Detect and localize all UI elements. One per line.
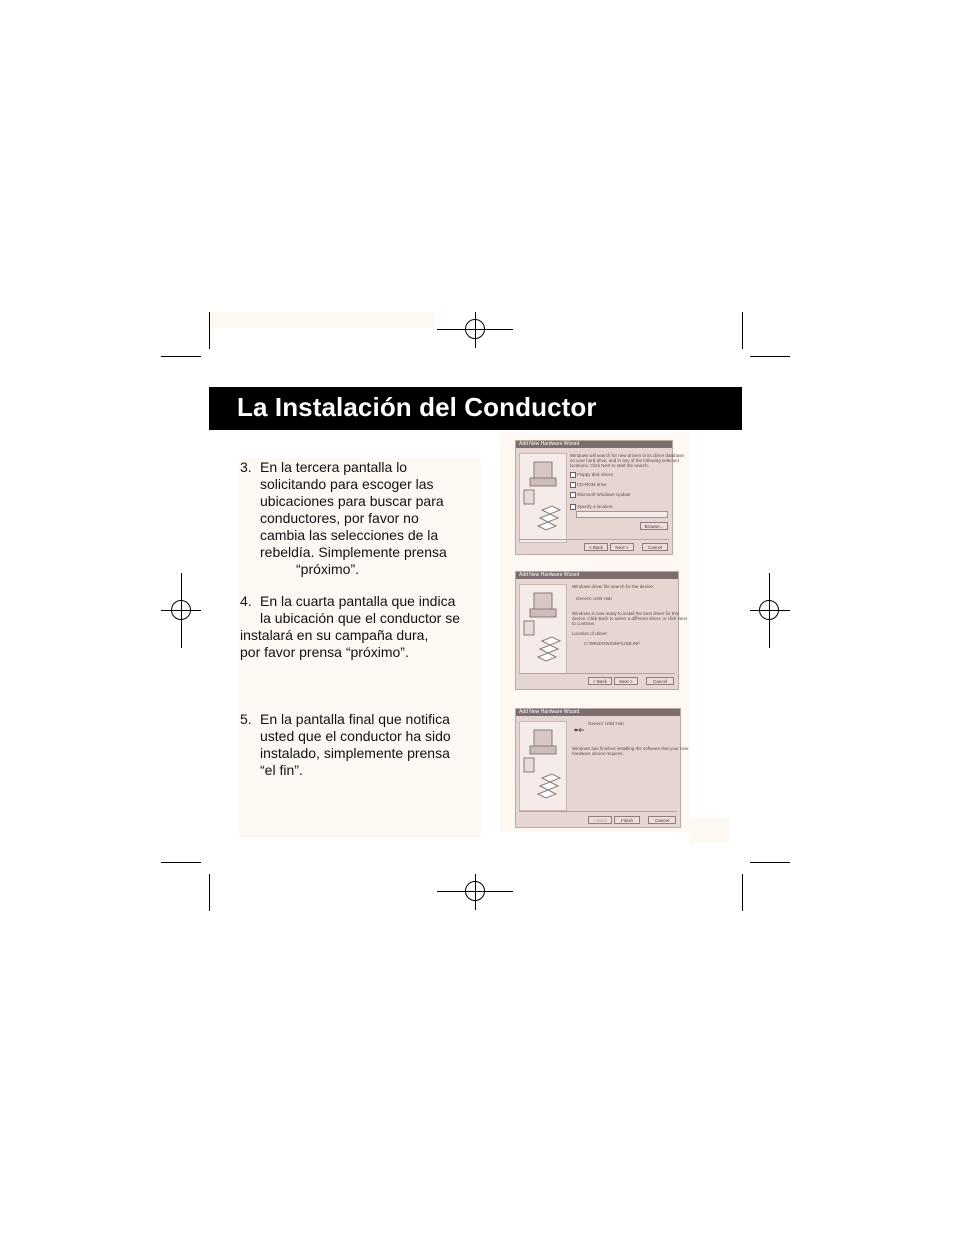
crop-mark bbox=[161, 356, 201, 357]
step-number: 3. bbox=[240, 459, 252, 475]
step-line: instalará en su campaña dura, bbox=[240, 627, 429, 643]
checkbox[interactable] bbox=[570, 504, 576, 510]
step-4 bbox=[240, 593, 480, 663]
finish-button[interactable]: Finish bbox=[614, 816, 640, 824]
page-title: La Instalación del Conductor bbox=[237, 392, 597, 422]
registration-mark bbox=[465, 319, 485, 339]
crop-mark bbox=[750, 356, 790, 357]
step-line: rebeldía. Simplemente prensa bbox=[260, 544, 447, 560]
section-title-bar bbox=[209, 387, 742, 430]
wizard-screenshot-finish: Add New Hardware Wizard Generic USB Hub Windows has finished installing the software that your new hardware device requires. < Back Finish Cancel bbox=[515, 708, 681, 828]
step-line: En la pantalla final que notifica bbox=[260, 711, 450, 727]
next-button[interactable]: Next > bbox=[614, 677, 638, 685]
separator bbox=[519, 539, 669, 540]
step-line: cambia las selecciones de la bbox=[260, 527, 439, 543]
top-tint bbox=[209, 312, 435, 328]
separator bbox=[519, 811, 677, 812]
checkbox[interactable] bbox=[570, 492, 576, 498]
step-5 bbox=[240, 711, 480, 781]
back-button[interactable]: < Back bbox=[588, 677, 612, 685]
window-titlebar: Add New Hardware Wizard bbox=[516, 572, 678, 579]
location-field[interactable] bbox=[576, 511, 668, 518]
step-line: usted que el conductor ha sido bbox=[260, 728, 451, 744]
crop-mark bbox=[742, 312, 743, 349]
step-number: 5. bbox=[240, 711, 252, 727]
wizard-screenshot-search: Add New Hardware Wizard Windows will search for new drivers in its driver database on your hard drive, and in any of the following selected locations. Click Next to start the search. Floppy disk drives CD-ROM drive Microsoft Windows Update Specify a location: Browse... < Back Next > Cancel bbox=[515, 440, 673, 555]
registration-mark bbox=[759, 600, 779, 620]
step-line: En la cuarta pantalla que indica bbox=[260, 593, 456, 609]
step-line: ubicaciones para buscar para bbox=[260, 493, 444, 509]
browse-button[interactable]: Browse... bbox=[640, 522, 668, 530]
crop-mark bbox=[750, 862, 790, 863]
wizard-illustration bbox=[519, 453, 567, 543]
window-titlebar: Add New Hardware Wizard bbox=[516, 441, 672, 448]
crop-mark bbox=[209, 312, 210, 349]
registration-mark bbox=[171, 600, 191, 620]
step-line: En la tercera pantalla lo bbox=[260, 459, 408, 475]
wizard-illustration bbox=[519, 721, 567, 811]
separator bbox=[519, 673, 675, 674]
step-line: “el fin”. bbox=[260, 762, 303, 778]
step-line: por favor prensa “próximo”. bbox=[240, 644, 409, 660]
back-button[interactable]: < Back bbox=[584, 543, 608, 551]
step-3 bbox=[240, 459, 480, 589]
step-line: “próximo”. bbox=[296, 561, 360, 577]
crop-mark bbox=[209, 874, 210, 911]
step-line: solicitando para escoger las bbox=[260, 476, 434, 492]
next-button[interactable]: Next > bbox=[610, 543, 634, 551]
cancel-button[interactable]: Cancel bbox=[642, 543, 668, 551]
checkbox[interactable] bbox=[570, 482, 576, 488]
corner-tint bbox=[690, 818, 730, 843]
cancel-button[interactable]: Cancel bbox=[648, 816, 676, 824]
wizard-illustration bbox=[519, 584, 567, 674]
back-button[interactable]: < Back bbox=[588, 816, 612, 824]
usb-icon bbox=[574, 720, 584, 726]
checkbox[interactable] bbox=[570, 472, 576, 478]
registration-mark bbox=[465, 881, 485, 901]
wizard-screenshot-driver-location: Add New Hardware Wizard Windows driver file search for the device: Generic USB Hub Windows is now ready to install the best driver for this device. Click Back to select a different driver, or click Next to continue. Location of driver: C:\WINDOWS\INF\USB.INF < Back Next > Cancel bbox=[515, 571, 679, 690]
step-number: 4. bbox=[240, 593, 252, 609]
step-line: conductores, por favor no bbox=[260, 510, 419, 526]
step-line: la ubicación que el conductor se bbox=[260, 610, 461, 626]
crop-mark bbox=[742, 874, 743, 911]
step-line: instalado, simplemente prensa bbox=[260, 745, 450, 761]
crop-mark bbox=[161, 862, 201, 863]
cancel-button[interactable]: Cancel bbox=[646, 677, 674, 685]
window-titlebar: Add New Hardware Wizard bbox=[516, 709, 680, 716]
